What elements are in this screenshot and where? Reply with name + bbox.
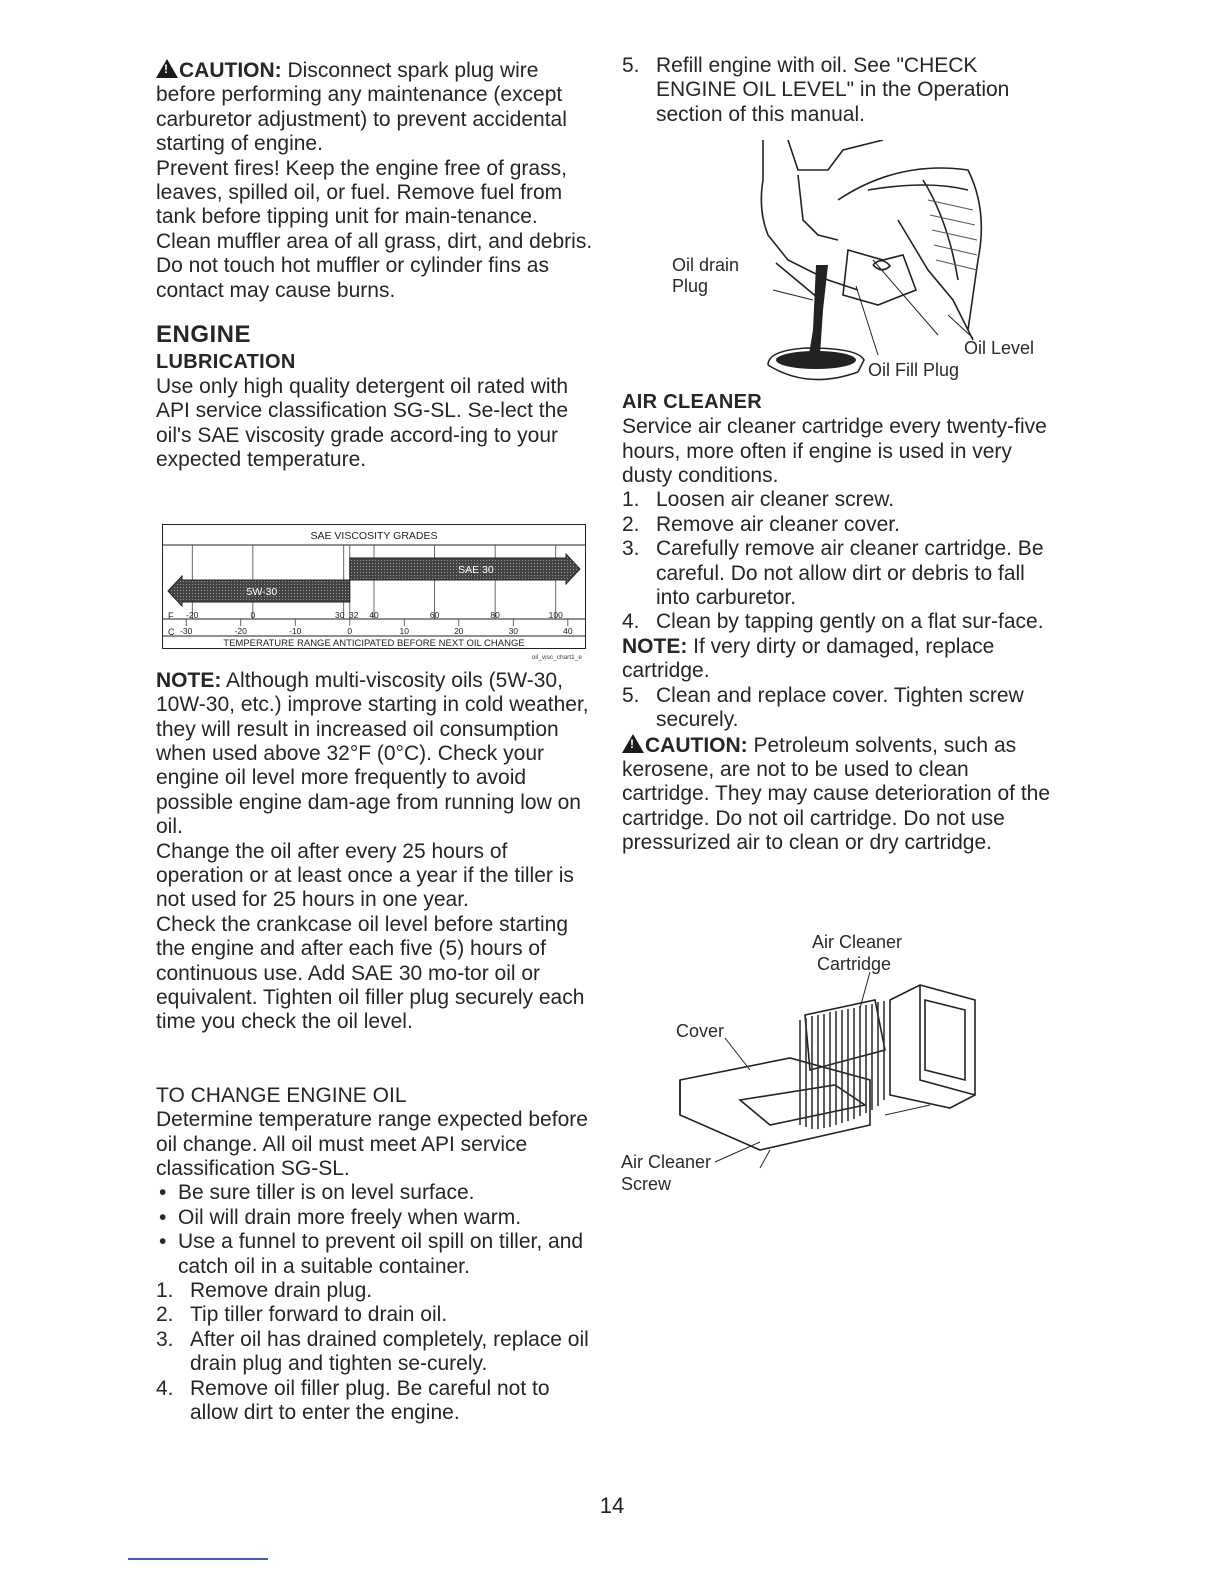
note-block (156, 669, 596, 840)
plug-label: Plug (672, 276, 709, 296)
change-paragraph: Change the oil after every 25 hours of operation or at least once a year if the tiller is not used for 25 hours in one year. (156, 839, 574, 912)
step-text: Clean and replace cover. Tighten screw securely. (656, 683, 1024, 732)
celsius-tick-label: 10 (399, 626, 410, 636)
step-number: 2. (622, 512, 640, 536)
celsius-tick-label: -30 (180, 626, 193, 636)
step-text: Refill engine with oil. See "CHECK ENGINE OIL LEVEL" in the Operation section of this manual. (656, 54, 1010, 126)
footer-rule (128, 1558, 268, 1560)
step-number: 1. (156, 1279, 174, 1303)
change-oil-heading: TO CHANGE ENGINE OIL (156, 1083, 407, 1107)
fahrenheit-unit: F (168, 611, 174, 621)
cover-label: Cover (676, 1021, 725, 1041)
chart-bar-label: SAE 30 (458, 564, 494, 576)
note-label: NOTE: (622, 634, 688, 658)
list-item (622, 54, 1052, 127)
list-item (156, 1303, 596, 1327)
chart-title: SAE VISCOSITY GRADES (310, 530, 438, 542)
list-item (622, 684, 1052, 733)
celsius-tick-label: 30 (508, 626, 519, 636)
note-text: Although multi-viscosity oils (5W-30, 10W-30, etc.) improve starting in cold weather, they will result in increased oil consumption when used above 32°F (0°C). Check your engine oil level more frequently to avoid possible engine dam-age from running low on oil. (156, 668, 589, 839)
step-text: Remove oil filler plug. Be careful not to allow dirt to enter the engine. (190, 1376, 550, 1425)
caution-block (156, 58, 596, 157)
step-number: 5. (622, 683, 640, 707)
celsius-ticks (180, 619, 573, 636)
air-note-block (622, 635, 1052, 684)
muffler-paragraph: Do not touch hot muffler or cylinder fins as contact may cause burns. (156, 254, 549, 302)
note-text: If very dirty or damaged, replace cartridge. (622, 634, 995, 683)
chart-xlabel: TEMPERATURE RANGE ANTICIPATED BEFORE NEXT OIL CHANGE (223, 638, 525, 649)
list-item (622, 610, 1052, 634)
caution-text: Disconnect spark plug wire before performing any maintenance (except carburetor adjustment) to prevent accidental starting of engine. (156, 59, 567, 156)
step-number: 5. (622, 54, 640, 77)
oil-drain-label: Oil drain (672, 255, 740, 275)
list-item (622, 488, 1052, 512)
lubrication-heading: LUBRICATION (156, 351, 296, 374)
fires-paragraph: Prevent fires! Keep the engine free of grass, leaves, spilled oil, or fuel. Remove fuel from tank before tipping unit for main-tenance. Clean muffler area of all grass, dirt, and debris. (156, 156, 593, 253)
step-text: Tip tiller forward to drain oil. (190, 1303, 448, 1327)
celsius-tick-label: -10 (289, 626, 302, 636)
chart-code: oil_visc_chart1_e (531, 654, 582, 661)
air-cleaner-cartridge-label-1: Air Cleaner (812, 932, 903, 952)
fahrenheit-tick-label: 30 (334, 610, 345, 620)
fahrenheit-tick-label: 32 (349, 610, 359, 620)
air-cleaner-figure (620, 930, 990, 1200)
list-item (622, 513, 1052, 537)
oil-fill-plug-label: Oil Fill Plug (868, 360, 960, 380)
caution-label: CAUTION: (179, 59, 282, 82)
chart-bar-label: 5W-30 (246, 586, 278, 598)
left-column (156, 58, 596, 1425)
caution-block (622, 733, 1052, 856)
fahrenheit-tick-label: 40 (369, 610, 379, 620)
step-text: Remove drain plug. (190, 1279, 373, 1303)
oil-drain-figure (668, 140, 1058, 390)
bullet-text: Oil will drain more freely when warm. (178, 1205, 522, 1229)
air-cleaner-screw-label-2: Screw (621, 1174, 672, 1194)
check-paragraph: Check the crankcase oil level before starting the engine and after each five (5) hours of continuous use. Add SAE 30 mo-tor oil or equivalent. Tighten oil filler plug securely each time you check the oil level. (156, 912, 585, 1034)
celsius-tick-label: -20 (234, 626, 247, 636)
step-number: 2. (156, 1303, 174, 1327)
fahrenheit-tick-label: 0 (250, 610, 256, 620)
determine-paragraph: Determine temperature range expected before oil change. All oil must meet API service classification SG-SL. (156, 1108, 588, 1180)
step-text: Carefully remove air cleaner cartridge. Be careful. Do not allow dirt or debris to fall into carburetor. (656, 537, 1044, 610)
air-cleaner-heading: AIR CLEANER (622, 391, 762, 414)
oil-paragraph: Use only high quality detergent oil rated with API service classification SG-SL. Se-lect the oil's SAE viscosity grade accord-ing to your expected temperature. (156, 375, 569, 472)
caution-warning-icon (156, 59, 178, 78)
step-number: 3. (622, 537, 640, 561)
list-item (622, 537, 1052, 610)
page-number: 14 (599, 1493, 625, 1518)
caution-warning-icon (622, 734, 644, 753)
bullet-text: Be sure tiller is on level surface. (178, 1181, 475, 1205)
air-paragraph: Service air cleaner cartridge every twenty-five hours, more often if engine is used in very dusty conditions. (622, 415, 1047, 488)
celsius-tick-label: 20 (454, 626, 464, 636)
list-item (156, 1377, 596, 1426)
air-cleaner-screw-label-1: Air Cleaner (621, 1152, 712, 1172)
list-item (156, 1328, 596, 1377)
fahrenheit-tick-label: 80 (490, 610, 500, 620)
list-item: • Use a funnel to prevent oil spill on tiller, and catch oil in a suitable container. (156, 1230, 596, 1279)
list-item: • Oil will drain more freely when warm. (156, 1206, 596, 1230)
bullet-text: Use a funnel to prevent oil spill on tiller, and catch oil in a suitable container. (178, 1230, 584, 1278)
caution-text: Petroleum solvents, such as kerosene, are not to be used to clean cartridge. They may cause deterioration of the cartridge. Do not oil cartridge. Do not use pressurized air to clean or dry cartridge. (622, 733, 1051, 855)
celsius-tick-label: 40 (563, 626, 573, 636)
step-text: Remove air cleaner cover. (656, 512, 900, 536)
air-cleaner-cartridge-label-2: Cartridge (817, 954, 892, 974)
fahrenheit-tick-label: 100 (548, 610, 563, 620)
fahrenheit-tick-label: -20 (186, 610, 199, 620)
caution-label: CAUTION: (645, 733, 748, 757)
step-text: Loosen air cleaner screw. (656, 488, 895, 512)
celsius-unit: C (168, 627, 175, 637)
oil-level-label: Oil Level (964, 338, 1035, 358)
viscosity-chart (162, 524, 586, 662)
step-text: Clean by tapping gently on a flat sur-face. (656, 610, 1044, 634)
step-text: After oil has drained completely, replace oil drain plug and tighten se-curely. (190, 1327, 589, 1376)
section-spacer (156, 1035, 596, 1084)
step-number: 4. (156, 1376, 174, 1400)
step-number: 4. (622, 610, 640, 634)
engine-heading: ENGINE (156, 321, 252, 349)
celsius-tick-label: 0 (347, 626, 353, 636)
note-label: NOTE: (156, 668, 222, 692)
step-number: 1. (622, 488, 640, 512)
list-item (156, 1279, 596, 1303)
fahrenheit-tick-label: 60 (429, 610, 440, 620)
list-item: • Be sure tiller is on level surface. (156, 1181, 596, 1205)
step-number: 3. (156, 1327, 174, 1351)
